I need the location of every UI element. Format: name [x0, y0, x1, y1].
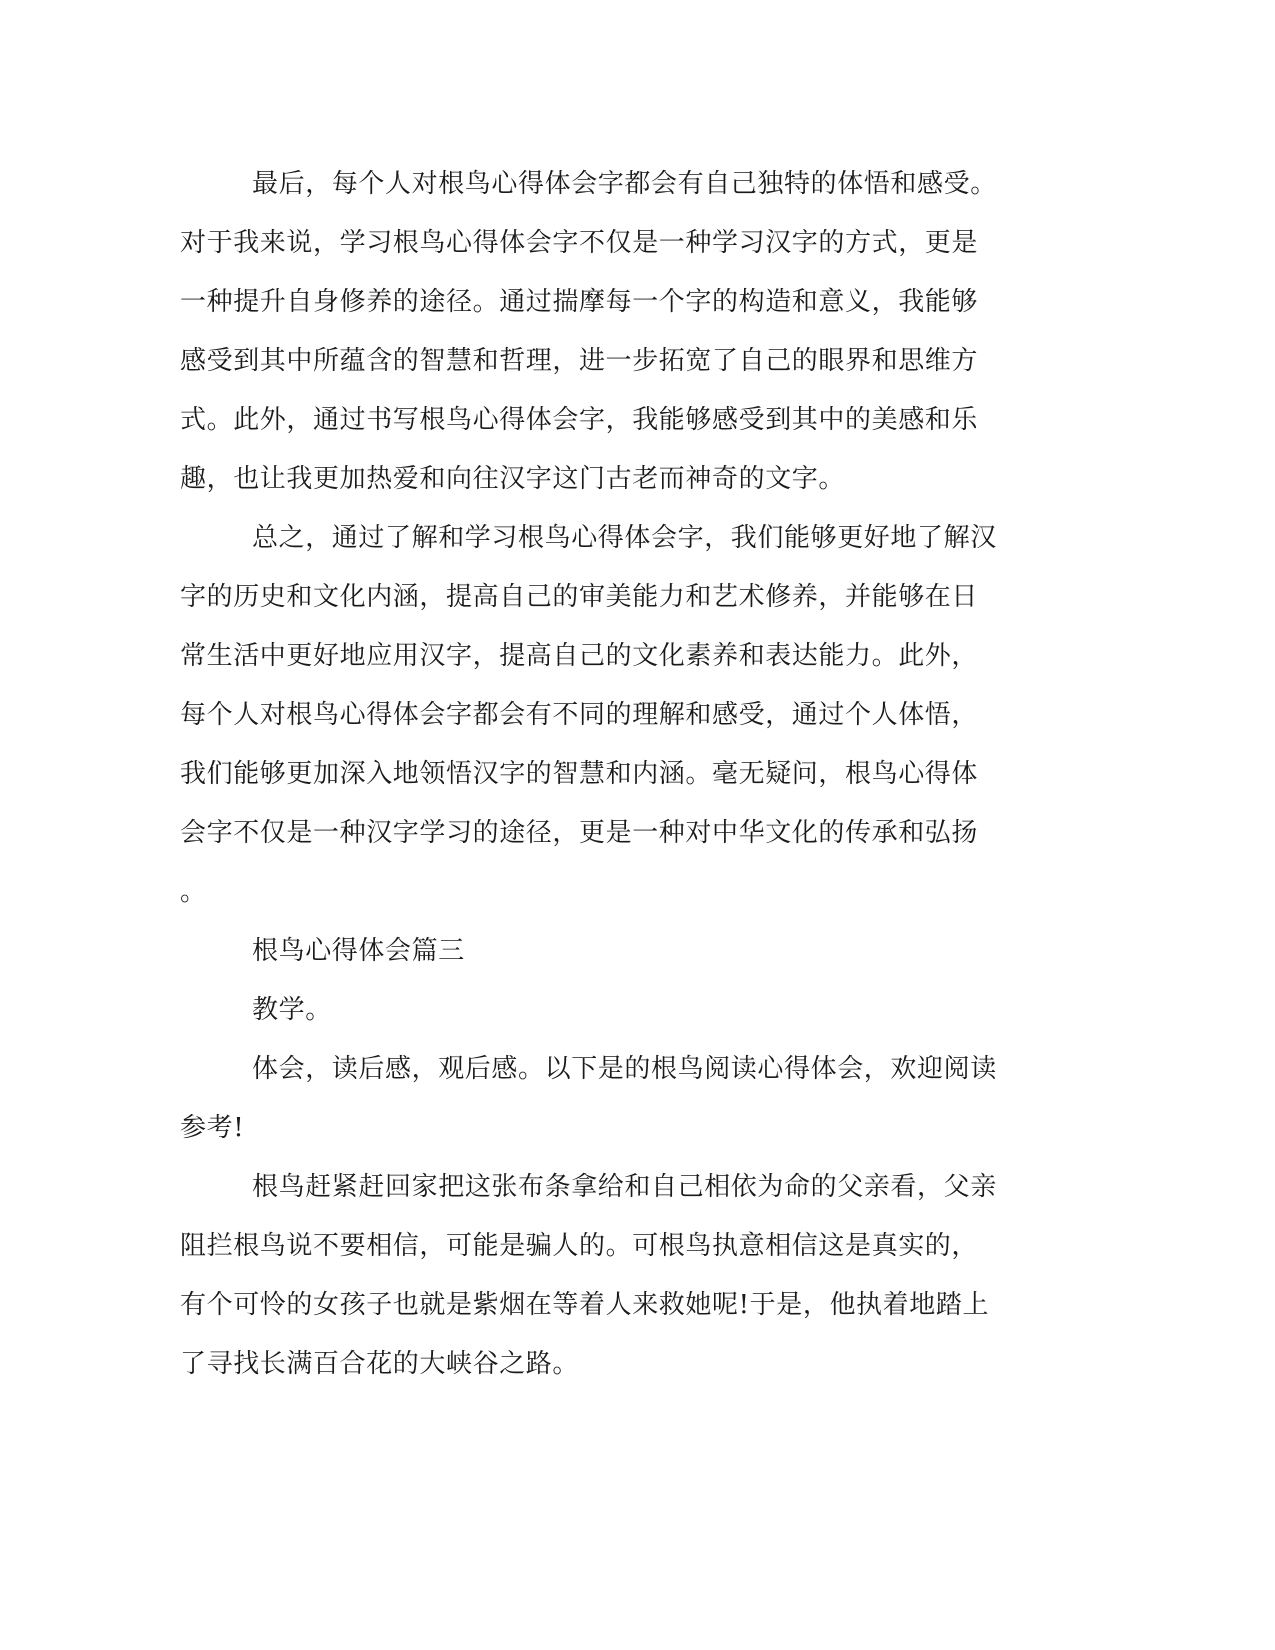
- paragraph-teaching: [180, 981, 1040, 1040]
- text-line: 式。此外，通过书写根鸟心得体会字，我能够感受到其中的美感和乐: [180, 405, 979, 435]
- text-line: 体会，读后感，观后感。以下是的根鸟阅读心得体会，欢迎阅读: [252, 1054, 997, 1084]
- text-line: 每个人对根鸟心得体会字都会有不同的理解和感受，通过个人体悟，: [180, 700, 979, 730]
- text-line: 根鸟心得体会篇三: [252, 936, 465, 966]
- text-line: 对于我来说，学习根鸟心得体会字不仅是一种学习汉字的方式，更是: [180, 228, 979, 258]
- document-body: [180, 155, 1040, 1394]
- text-line: 常生活中更好地应用汉字，提高自己的文化素养和表达能力。此外，: [180, 641, 979, 671]
- text-line: 教学。: [252, 995, 332, 1025]
- text-line: 字的历史和文化内涵，提高自己的审美能力和艺术修养，并能够在日: [180, 582, 979, 612]
- paragraph-intro: [180, 1040, 1040, 1158]
- text-line: 我们能够更加深入地领悟汉字的智慧和内涵。毫无疑问，根鸟心得体: [180, 759, 979, 789]
- text-line: 总之，通过了解和学习根鸟心得体会字，我们能够更好地了解汉: [252, 523, 997, 553]
- section-heading: [180, 922, 1040, 981]
- text-line: 感受到其中所蕴含的智慧和哲理，进一步拓宽了自己的眼界和思维方: [180, 346, 979, 376]
- text-line: 参考!: [180, 1113, 245, 1143]
- text-line: 了寻找长满百合花的大峡谷之路。: [180, 1349, 580, 1379]
- text-line: 一种提升自身修养的途径。通过揣摩每一个字的构造和意义，我能够: [180, 287, 979, 317]
- text-line: 根鸟赶紧赶回家把这张布条拿给和自己相依为命的父亲看，父亲: [252, 1172, 997, 1202]
- text-line: 趣，也让我更加热爱和向往汉字这门古老而神奇的文字。: [180, 464, 846, 494]
- paragraph-story: [180, 1158, 1040, 1394]
- text-line: 有个可怜的女孩子也就是紫烟在等着人来救她呢!于是，他执着地踏上: [180, 1290, 990, 1320]
- text-line: 阻拦根鸟说不要相信，可能是骗人的。可根鸟执意相信这是真实的，: [180, 1231, 979, 1261]
- text-line: 会字不仅是一种汉字学习的途径，更是一种对中华文化的传承和弘扬: [180, 818, 979, 848]
- paragraph-summary: [180, 509, 1040, 922]
- paragraph-conclusion-personal: [180, 155, 1040, 509]
- text-line: 。: [180, 877, 207, 907]
- text-line: 最后，每个人对根鸟心得体会字都会有自己独特的体悟和感受。: [252, 169, 997, 199]
